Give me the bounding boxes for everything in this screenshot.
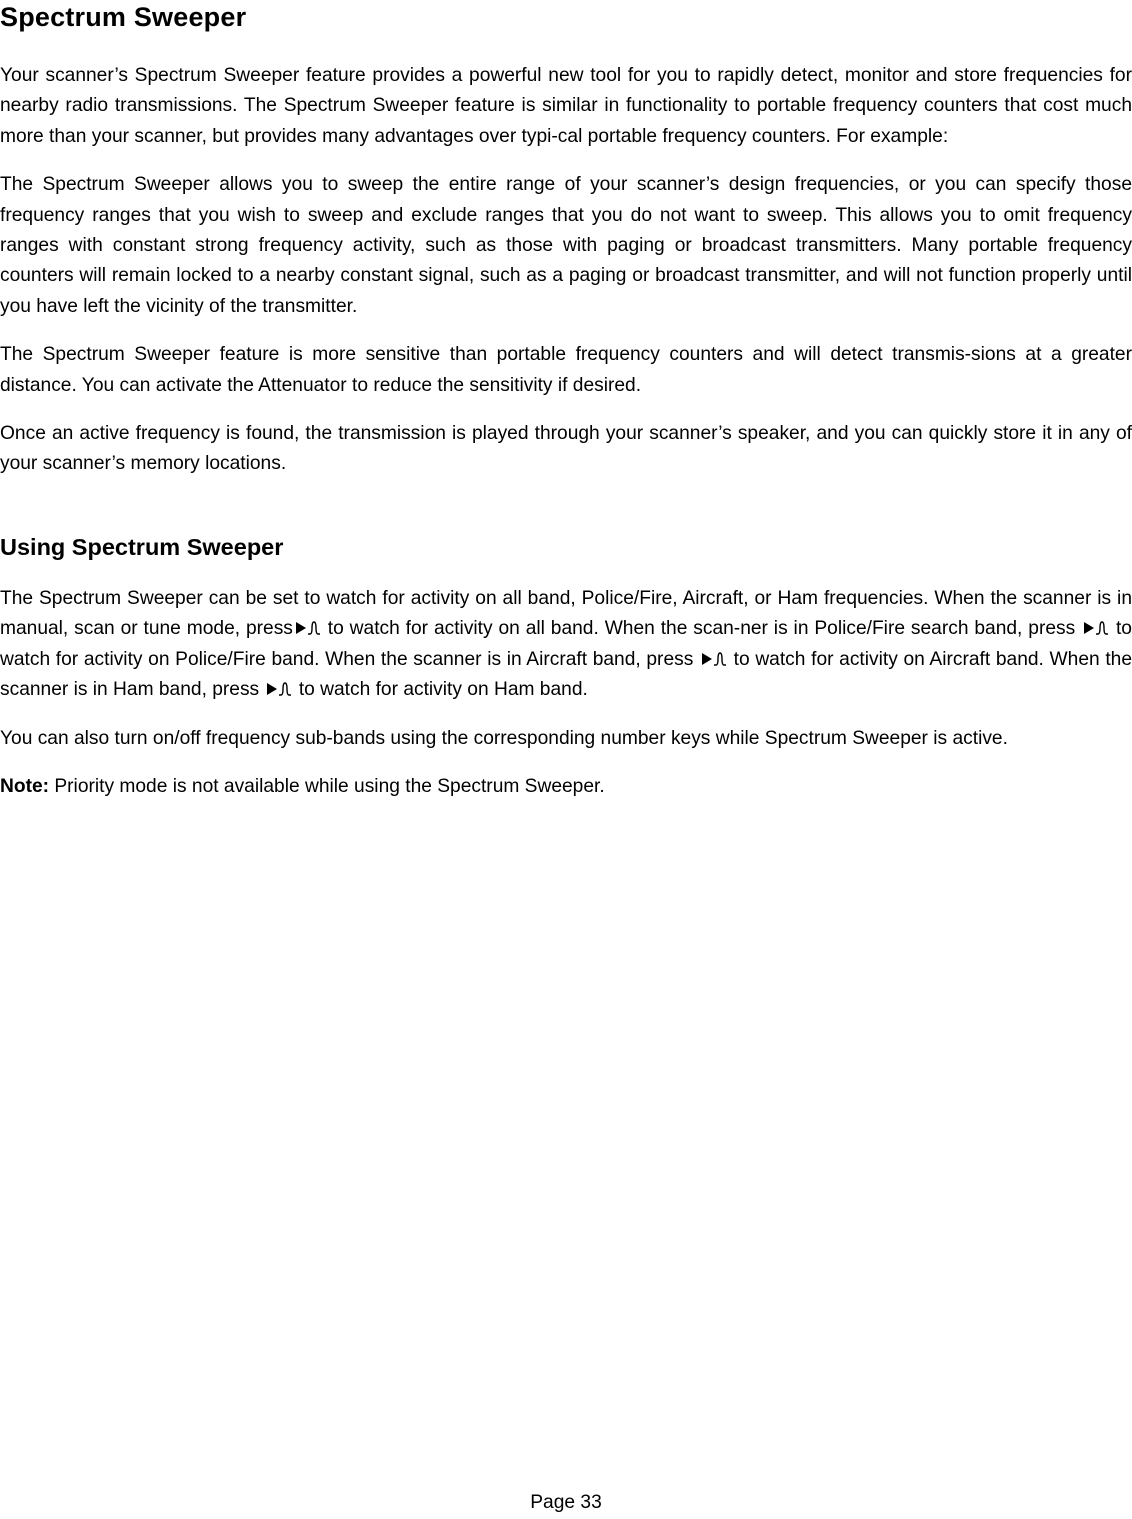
page-title: Spectrum Sweeper	[0, 2, 247, 32]
sensitivity-paragraph: The Spectrum Sweeper feature is more sensitive than portable frequency counters and will detect transmis-sions at a greater distance. You can activate the Attenuator to reduce the sensitivity if desired.	[0, 344, 1132, 396]
note-paragraph	[0, 772, 1132, 802]
usage-text-3: to watch for activity on Police/Fire band. When the scanner is in Aircraft band, press	[0, 618, 1132, 670]
page-number: Page 33	[530, 1492, 602, 1513]
note-text: Priority mode is not available while using the Spectrum Sweeper.	[49, 775, 605, 797]
usage-text-4: to watch for activity on Aircraft band. When the scanner is in Ham band, press	[0, 648, 1132, 701]
note-label: Note:	[0, 775, 50, 797]
intro-paragraph: Your scanner’s Spectrum Sweeper feature provides a powerful new tool for you to rapidly detect, monitor and store frequencies for nearby radio transmissions. The Spectrum Sweeper feature is similar in functionality to portable frequency counters that cost much more than your scanner, but provides many advantages over typi-cal portable frequency counters. For example:	[0, 65, 1132, 147]
usage-text-5: to watch for activity on Ham band.	[293, 679, 588, 701]
store-frequency-paragraph: Once an active frequency is found, the transmission is played through your scanner’s speaker, and you can quickly store it in any of your scanner’s memory locations.	[0, 423, 1132, 475]
sub-bands-paragraph: You can also turn on/off frequency sub-bands using the corresponding number keys while Spectrum Sweeper is active.	[0, 727, 1008, 749]
spectrum-sweep-key-icon	[265, 681, 292, 697]
usage-text-1: The Spectrum Sweeper can be set to watch for activity on all band, Police/Fire, Aircraft, or Ham frequencies. When the scanner is in manual, scan or tune mode, press	[0, 587, 1132, 640]
spectrum-sweep-key-icon	[700, 651, 727, 667]
usage-paragraph	[0, 584, 1132, 706]
usage-text-2: to watch for activity on all band. When the scan-ner is in Police/Fire search band, press	[321, 618, 1082, 640]
spectrum-sweep-key-icon	[294, 620, 321, 636]
section-heading: Using Spectrum Sweeper	[0, 533, 284, 560]
spectrum-sweep-key-icon	[1082, 620, 1109, 636]
sweep-range-paragraph: The Spectrum Sweeper allows you to sweep the entire range of your scanner’s design frequencies, or you can specify those frequency ranges that you wish to sweep and exclude ranges that you do not want to sweep. This allows you to omit frequency ranges with constant strong frequency activity, such as those with paging or broadcast transmitters. Many portable frequency counters will remain locked to a nearby constant signal, such as a paging or broadcast transmitter, and will not function properly until you have left the vicinity of the transmitter.	[0, 174, 1132, 317]
